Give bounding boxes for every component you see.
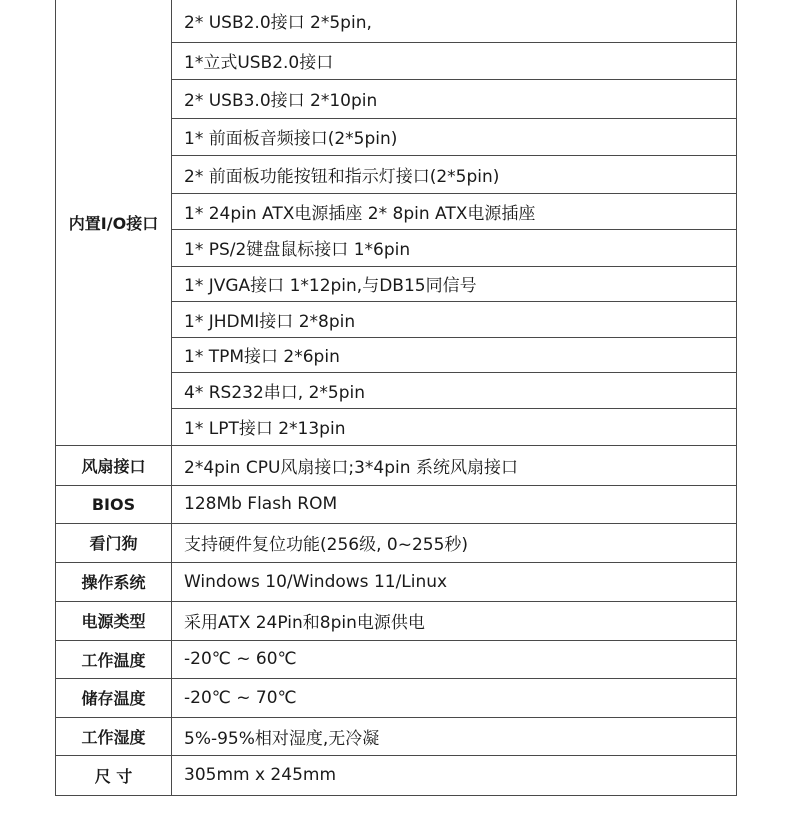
table-row (56, 601, 737, 640)
io-item-value: 1* 前面板音频接口(2*5pin) (172, 118, 737, 155)
spec-value: 支持硬件复位功能(256级, 0~255秒) (172, 523, 737, 562)
io-item-value: 1* TPM接口 2*6pin (172, 337, 737, 372)
io-item-value: 1* LPT接口 2*13pin (172, 408, 737, 445)
table-row (56, 0, 737, 42)
spec-label: 风扇接口 (56, 445, 172, 485)
spec-value: -20℃ ~ 70℃ (172, 678, 737, 717)
io-group-label: 内置I/O接口 (56, 0, 172, 445)
spec-label: 操作系统 (56, 562, 172, 601)
spec-label: 工作湿度 (56, 717, 172, 755)
table-row (56, 678, 737, 717)
table-row (56, 562, 737, 601)
spec-table (55, 0, 737, 796)
io-item-value: 1* 24pin ATX电源插座 2* 8pin ATX电源插座 (172, 193, 737, 229)
spec-value: -20℃ ~ 60℃ (172, 640, 737, 678)
table-row (56, 445, 737, 485)
spec-label: 尺 寸 (56, 755, 172, 795)
spec-label: 看门狗 (56, 523, 172, 562)
spec-value: 5%-95%相对湿度,无冷凝 (172, 717, 737, 755)
io-item-value: 2* USB2.0接口 2*5pin, (172, 0, 737, 42)
spec-table-body (56, 0, 737, 795)
spec-label: 电源类型 (56, 601, 172, 640)
table-row (56, 640, 737, 678)
spec-label: 工作温度 (56, 640, 172, 678)
table-row (56, 755, 737, 795)
table-row (56, 485, 737, 523)
spec-label: 储存温度 (56, 678, 172, 717)
spec-value: 128Mb Flash ROM (172, 485, 737, 523)
io-item-value: 2* USB3.0接口 2*10pin (172, 79, 737, 118)
io-item-value: 2* 前面板功能按钮和指示灯接口(2*5pin) (172, 155, 737, 193)
table-row (56, 523, 737, 562)
table-row (56, 717, 737, 755)
spec-value: 305mm x 245mm (172, 755, 737, 795)
io-item-value: 4* RS232串口, 2*5pin (172, 372, 737, 408)
io-item-value: 1*立式USB2.0接口 (172, 42, 737, 79)
spec-value: 2*4pin CPU风扇接口;3*4pin 系统风扇接口 (172, 445, 737, 485)
spec-value: Windows 10/Windows 11/Linux (172, 562, 737, 601)
io-item-value: 1* PS/2键盘鼠标接口 1*6pin (172, 229, 737, 266)
io-item-value: 1* JHDMI接口 2*8pin (172, 301, 737, 337)
spec-label: BIOS (56, 485, 172, 523)
io-item-value: 1* JVGA接口 1*12pin,与DB15同信号 (172, 266, 737, 301)
spec-value: 采用ATX 24Pin和8pin电源供电 (172, 601, 737, 640)
